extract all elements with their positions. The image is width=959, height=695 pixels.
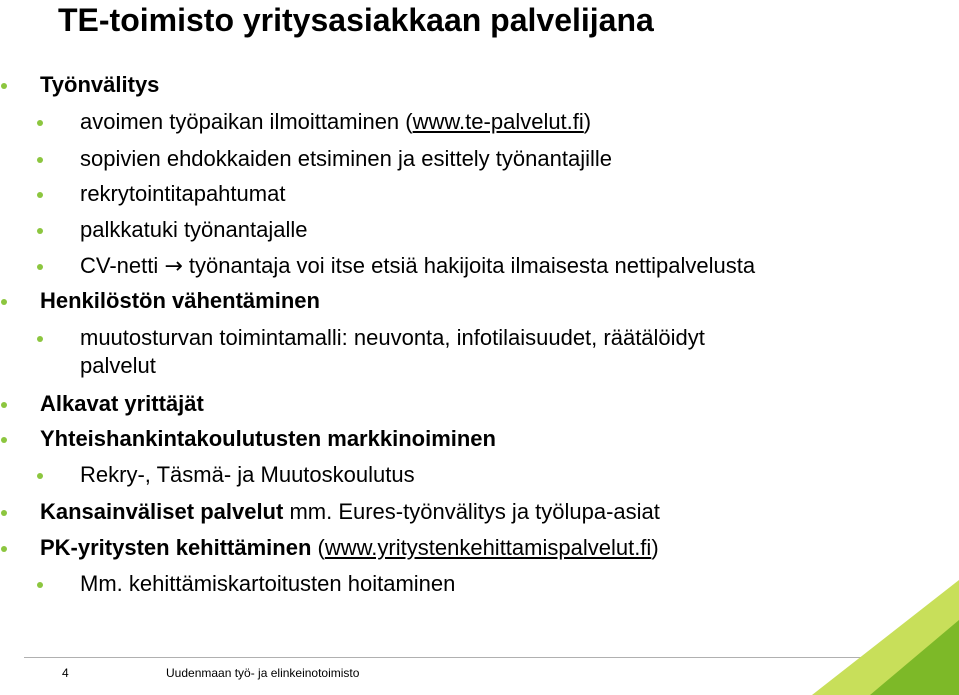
text-part: työnantaja voi itse etsiä hakijoita ilmaisesta nettipalvelusta <box>182 253 756 278</box>
arrow-right-icon: → <box>164 254 183 279</box>
slide-title: TE-toimisto yritysasiakkaan palvelijana <box>58 2 654 38</box>
bullet-dot <box>37 473 43 479</box>
bullet-dot <box>1 402 7 408</box>
bullet-dot <box>37 192 43 198</box>
bullet-text: Työnvälitys <box>40 72 160 97</box>
text-part: ) <box>583 109 592 134</box>
text-part: Kansainväliset palvelut <box>40 499 284 524</box>
bullet-text: muutosturvan toimintamalli: neuvonta, infotilaisuudet, räätälöidyt <box>80 325 705 350</box>
bullet-dot <box>37 120 43 126</box>
bullet-dot <box>37 582 43 588</box>
bullet-text: Mm. kehittämiskartoitusten hoitaminen <box>80 571 456 596</box>
bullet-dot <box>1 546 7 552</box>
page-number: 4 <box>62 666 69 680</box>
bullet-text: Henkilöstön vähentäminen <box>40 288 320 313</box>
bullet-text <box>40 533 659 563</box>
bullet-dot <box>1 83 7 89</box>
bullet-text: Yhteishankintakoulutusten markkinoiminen <box>40 426 496 451</box>
bullet-text: sopivien ehdokkaiden etsiminen ja esittely työnantajille <box>80 146 612 171</box>
text-part: ) <box>651 535 659 560</box>
te-palvelut-link[interactable]: www.te-palvelut.fi <box>412 109 584 134</box>
corner-light-shape <box>812 580 959 695</box>
bullet-text: Alkavat yrittäjät <box>40 391 204 416</box>
text-part: ( <box>311 535 325 560</box>
text-part: mm. Eures-työnvälitys ja työlupa-asiat <box>283 499 660 524</box>
text-part: CV-netti <box>80 253 165 278</box>
bullet-dot <box>1 437 7 443</box>
bullet-text: rekrytointitapahtumat <box>80 181 286 206</box>
bullet-dot <box>37 157 43 163</box>
bullet-dot <box>1 299 7 305</box>
footer-divider <box>24 657 959 658</box>
yritystenkehittamispalvelut-link[interactable]: www.yritystenkehittamispalvelut.fi <box>324 535 652 560</box>
bullet-dot <box>37 228 43 234</box>
text-part: PK-yritysten kehittäminen <box>40 535 312 560</box>
text-part: avoimen työpaikan ilmoittaminen ( <box>80 109 413 134</box>
bullet-dot <box>1 510 7 516</box>
bullet-text <box>80 251 755 282</box>
bullet-text: Rekry-, Täsmä- ja Muutoskoulutus <box>80 462 415 487</box>
bullet-text <box>80 107 591 137</box>
bullet-text <box>40 497 660 527</box>
bullet-text: palvelut <box>80 353 156 378</box>
footer-organization: Uudenmaan työ- ja elinkeinotoimisto <box>166 666 360 680</box>
bullet-dot <box>37 336 43 342</box>
bullet-text: palkkatuki työnantajalle <box>80 217 308 242</box>
bullet-dot <box>37 264 43 270</box>
